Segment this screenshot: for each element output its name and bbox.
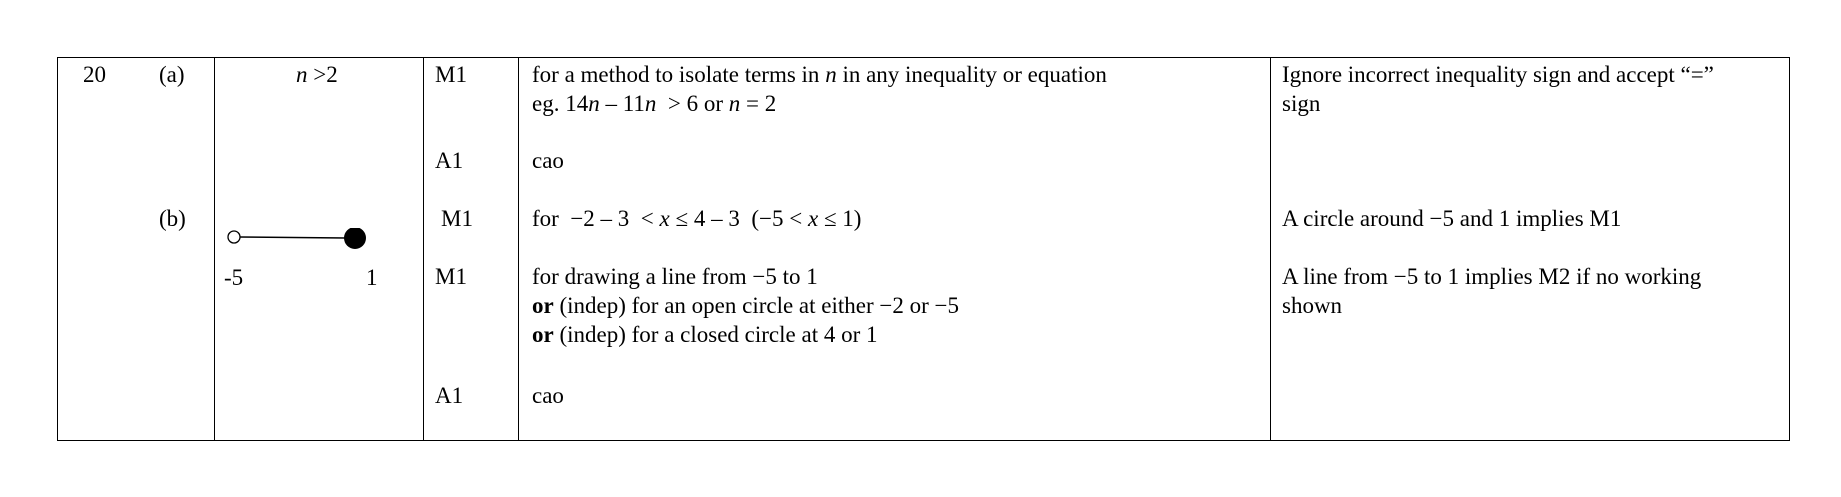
number-line-diagram [226,228,416,264]
mark-code: A1 [435,148,464,173]
number-line-right-label: 1 [366,265,378,290]
open-circle-marker [228,231,240,243]
guidance-text: cao [532,148,564,173]
part-b-label: (b) [159,206,186,231]
number-line-left-label: -5 [224,265,244,290]
column-divider [423,58,424,440]
part-a-label: (a) [159,62,185,87]
question-number: 20 [83,62,106,87]
closed-circle-marker [344,228,366,249]
additional-guidance: A circle around −5 and 1 implies M1 [1282,206,1622,231]
additional-guidance: shown [1282,293,1343,318]
column-divider [1270,58,1271,440]
column-divider [214,58,215,440]
column-divider [518,58,519,440]
mark-code: M1 [435,264,467,289]
mark-code: M1 [435,62,467,87]
additional-guidance: sign [1282,91,1321,116]
guidance-text: or (indep) for an open circle at either −2 or −5 [532,293,959,318]
number-line-segment [239,237,346,238]
guidance-example: eg. 14n – 11n > 6 or n = 2 [532,91,777,116]
guidance-text: for drawing a line from −5 to 1 [532,264,818,289]
part-a-answer: n >2 [296,62,338,87]
guidance-text: or (indep) for a closed circle at 4 or 1 [532,322,878,347]
guidance-text: for −2 – 3 < x ≤ 4 – 3 (−5 < x ≤ 1) [532,206,862,231]
mark-code: M1 [441,206,473,231]
mark-scheme-table [57,57,1790,441]
mark-code: A1 [435,383,464,408]
guidance-text: for a method to isolate terms in n in any inequality or equation [532,62,1107,87]
guidance-text: cao [532,383,564,408]
additional-guidance: A line from −5 to 1 implies M2 if no working [1282,264,1702,289]
additional-guidance: Ignore incorrect inequality sign and accept “=” [1282,62,1714,87]
